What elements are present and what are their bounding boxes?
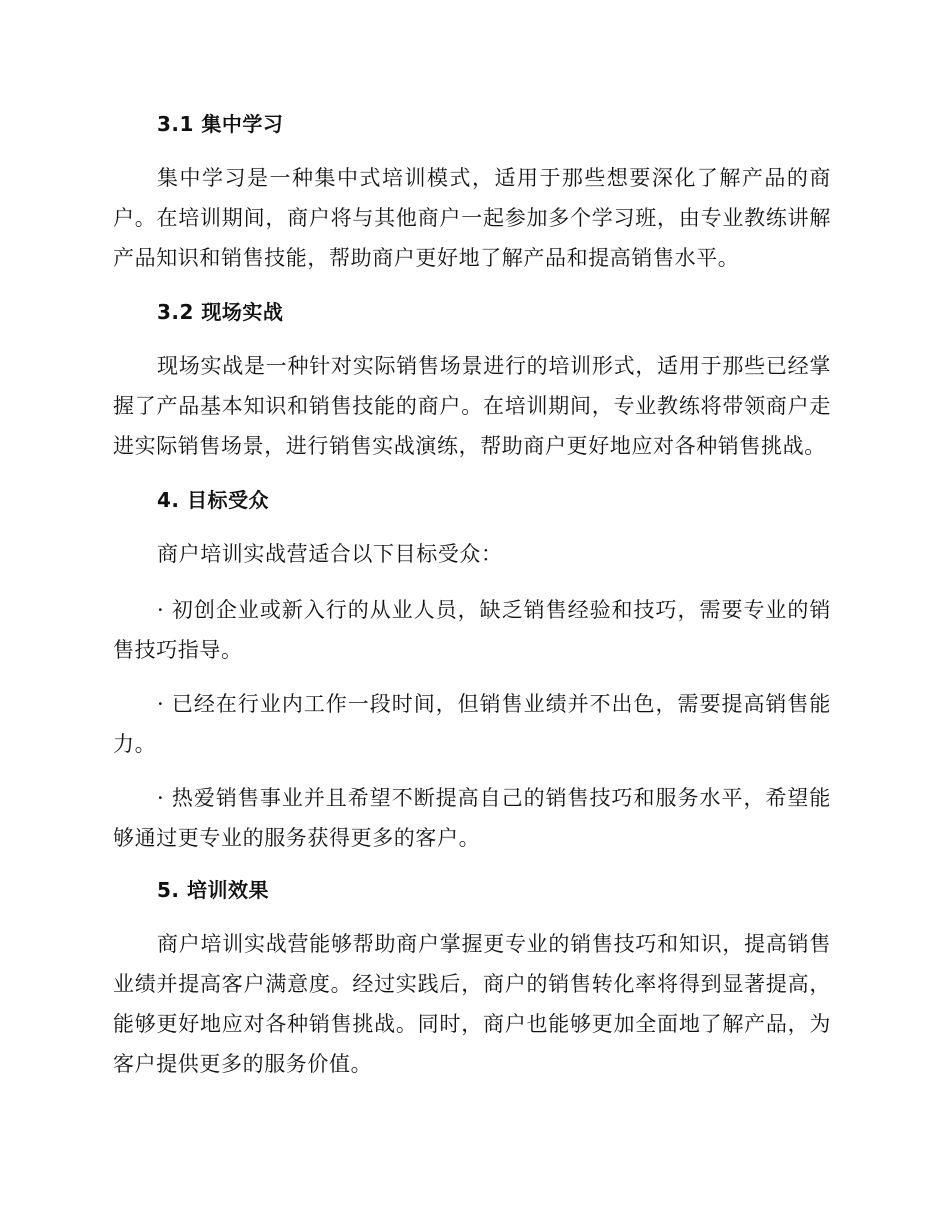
section-heading-4: 4. 目标受众 (157, 488, 269, 512)
bullet-item-1: · 初创企业或新入行的从业人员，缺乏销售经验和技巧，需要专业的销售技巧指导。 (113, 598, 831, 662)
section-paragraph-4: 商户培训实战营适合以下目标受众： (157, 542, 503, 566)
section-paragraph-5: 商户培训实战营能够帮助商户掌握更专业的销售技巧和知识，提高销售业绩并提高客户满意度。经过实践后，商户的销售转化率将得到显著提高，能够更好地应对各种销售挑战。同时，商户也能够更加全面地了解产品，为客户提供更多的服务价值。 (113, 932, 831, 1076)
bullet-item-2: · 已经在行业内工作一段时间，但销售业绩并不出色，需要提高销售能力。 (113, 692, 831, 756)
section-paragraph-3-2: 现场实战是一种针对实际销售场景进行的培训形式，适用于那些已经掌握了产品基本知识和销售技能的商户。在培训期间，专业教练将带领商户走进实际销售场景，进行销售实战演练，帮助商户更好地应对各种销售挑战。 (113, 354, 831, 458)
section-paragraph-3-1: 集中学习是一种集中式培训模式，适用于那些想要深化了解产品的商户。在培训期间，商户将与其他商户一起参加多个学习班，由专业教练讲解产品知识和销售技能，帮助商户更好地了解产品和提高销售水平。 (113, 166, 831, 270)
section-heading-3-2: 3.2 现场实战 (157, 300, 284, 324)
bullet-item-3: · 热爱销售事业并且希望不断提高自己的销售技巧和服务水平，希望能够通过更专业的服务获得更多的客户。 (113, 786, 831, 850)
section-heading-5: 5. 培训效果 (157, 878, 269, 902)
section-heading-3-1: 3.1 集中学习 (157, 112, 284, 136)
document-page (113, 106, 831, 1100)
